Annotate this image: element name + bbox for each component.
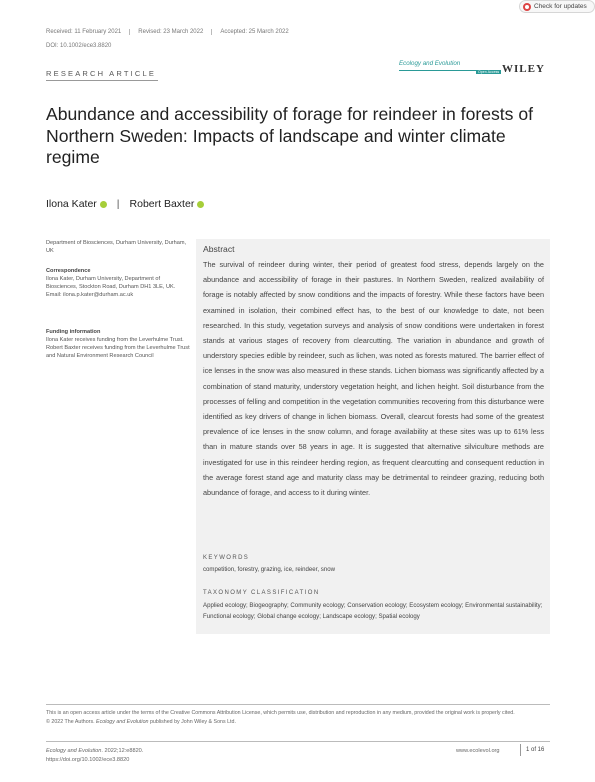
keywords-text: competition, forestry, grazing, ice, reindeer, snow [203, 566, 335, 573]
affiliation: Department of Biosciences, Durham University, Durham, UK [46, 240, 187, 254]
accepted-date: Accepted: 25 March 2022 [220, 29, 289, 35]
article-type: RESEARCH ARTICLE [46, 69, 157, 78]
orcid-icon[interactable] [197, 201, 204, 208]
footer-divider [46, 704, 550, 705]
article-title: Abundance and accessibility of forage for reindeer in forests of Northern Sweden: Impacts of landscape and winter climate regime [46, 104, 534, 167]
orcid-icon[interactable] [100, 201, 107, 208]
taxonomy-heading: TAXONOMY CLASSIFICATION [203, 590, 320, 596]
author-list [46, 198, 204, 210]
author-name[interactable]: Ilona Kater [46, 198, 97, 210]
open-access-badge: Open Access [478, 70, 500, 74]
author-name[interactable]: Robert Baxter [129, 198, 195, 210]
funding-heading: Funding information [46, 329, 101, 335]
journal-logo-rule [399, 70, 476, 71]
license-text: This is an open access article under the terms of the Creative Commons Attribution License, which permits use, distribution and reproduction in any medium, provided the original work is properly cited. [46, 710, 515, 716]
crossmark-icon [523, 3, 531, 11]
citation [46, 747, 143, 765]
copyright-prefix: © 2022 The Authors. [46, 718, 97, 725]
page-number: 1 of 16 [520, 744, 544, 756]
funding-block [46, 328, 191, 360]
doi[interactable]: DOI: 10.1002/ece3.8820 [46, 43, 112, 49]
correspondence-email[interactable]: Email: ilona.p.kater@durham.ac.uk [46, 292, 134, 298]
article-dates [46, 29, 305, 35]
keywords-heading: KEYWORDS [203, 555, 250, 561]
correspondence-text: Ilona Kater, Durham University, Department of Biosciences, Stockton Road, Durham DH1 3LE, UK. [46, 276, 176, 290]
abstract-heading: Abstract [203, 244, 235, 254]
correspondence-heading: Correspondence [46, 268, 91, 274]
funding-text: Ilona Kater receives funding from the Leverhulme Trust. Robert Baxter receives funding from the Leverhulme Trust and Natural Environment Research Council [46, 337, 190, 359]
citation-doi-link[interactable]: https://doi.org/10.1002/ece3.8820 [46, 757, 130, 763]
author-separator: | [116, 198, 120, 210]
license-note [46, 709, 550, 727]
citation-journal: Ecology and Evolution [46, 748, 102, 754]
journal-website-link[interactable]: www.ecolevol.org [456, 748, 500, 754]
correspondence-block [46, 267, 191, 299]
abstract-text: The survival of reindeer during winter, their period of greatest food stress, depends largely on the abundance and accessibility of forage in their pastures. In Northern Sweden, realized availability of forage is notably affected by snow conditions and the impacts of forestry. While these factors have been examined in isolation, their combined effect has, to the best of our knowledge to date, not been researched. In this study, vegetation surveys and analysis of snow conditions were undertaken in forest stands at various stages of recovery from clearcutting. The variation in abundance and growth of understory species edible by reindeer, such as lichen, was noted as forests matured. The barrier effect of ice lenses in the snow was also measured in these stands. Lichen biomass was significantly affected by a combination of stand maturity, understory vegetation height, and lichen height. Soil disturbance from the processes of felling and competition in the vegetation communities recovering from this disturbance were identified as key drivers of change in lichen biomass. Overall, clearcut forests had some of the greatest prevalence of ice lenses in the snow column, and forage availability at these sites was up to 61% less than in mature stands over 58 years in age. It is suggested that alternative silviculture methods are investigated for use in this reindeer herding region, as frequent clearcutting and consequent reduction in the average forest stand age and maturity class may be detrimental to reindeer grazing, reducing both abundance of forage, and access to it during winter. [203, 260, 544, 498]
copyright-journal: Ecology and Evolution [96, 718, 149, 725]
check-for-updates-badge[interactable] [519, 0, 595, 13]
copyright-suffix: published by John Wiley & Sons Ltd. [148, 718, 236, 725]
citation-volume: . 2022;12:e8820. [101, 748, 144, 754]
received-date: Received: 11 February 2021 [46, 29, 130, 35]
journal-logo: Ecology and Evolution [399, 60, 461, 67]
revised-date: Revised: 23 March 2022 [138, 29, 212, 35]
publisher-logo: WILEY [502, 63, 545, 75]
footer-divider [46, 741, 550, 742]
taxonomy-text: Applied ecology; Biogeography; Community ecology; Conservation ecology; Ecosystem ecology; Environmental sustainability; Functional ecology; Global change ecology; Landscape ecology; Spatial ecology [203, 602, 543, 620]
check-for-updates-label: Check for updates [534, 3, 587, 10]
article-type-underline [46, 80, 158, 81]
